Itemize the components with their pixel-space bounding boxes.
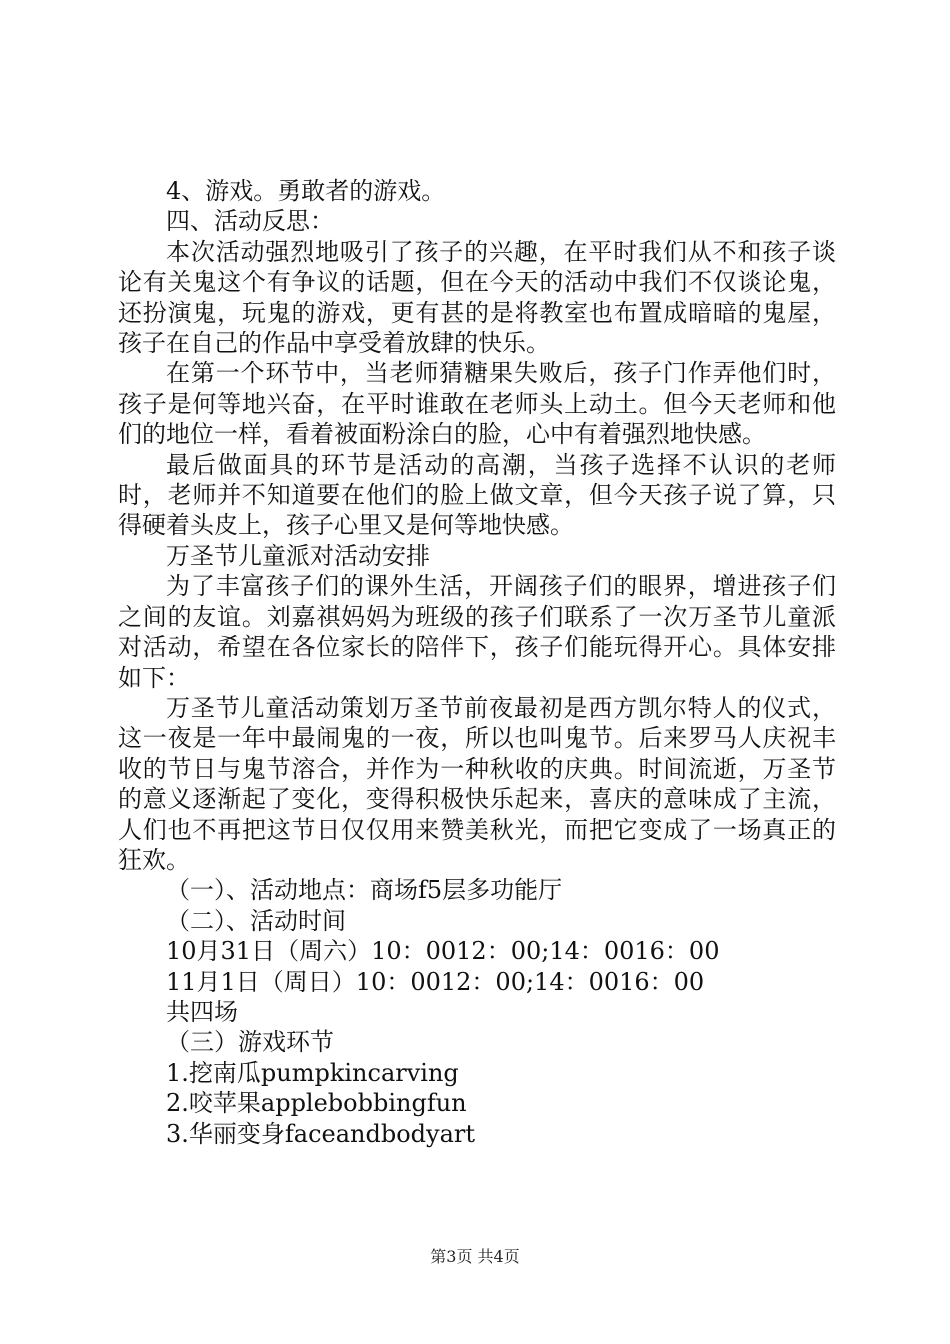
text-line: （一）、活动地点：商场f5层多功能厅 — [166, 876, 563, 905]
section-heading: 万圣节儿童派对活动安排 — [166, 541, 430, 570]
text-line: 共四场 — [166, 997, 238, 1026]
paragraph: 为了丰富孩子们的课外生活，开阔孩子们的眼界，增进孩子们之间的友谊。刘嘉祺妈妈为班级的孩子们联系了一次万圣节儿童派对活动，希望在各位家长的陪伴下，孩子们能玩得开心。具体安排如下： — [118, 572, 836, 692]
document-body — [118, 176, 836, 1149]
paragraph: 本次活动强烈地吸引了孩子的兴趣，在平时我们从不和孩子谈论有关鬼这个有争议的话题，但在今天的活动中我们不仅谈论鬼，还扮演鬼，玩鬼的游戏，更有甚的是将教室也布置成暗暗的鬼屋，孩子在自己的作品中享受着放肆的快乐。 — [118, 237, 836, 358]
schedule-line: 11月1日（周日）10：0012：00;14：0016：00 — [166, 967, 705, 996]
section-heading: 四、活动反思： — [166, 207, 334, 236]
paragraph: 在第一个环节中，当老师猜糖果失败后，孩子门作弄他们时，孩子是何等地兴奋，在平时谁敢在老师头上动土。但今天老师和他们的地位一样，看着被面粉涂白的脸，心中有着强烈地快感。 — [118, 359, 836, 449]
page-footer: 第3页 共4页 — [430, 1247, 520, 1266]
schedule-line: 10月31日（周六）10：0012：00;14：0016：00 — [166, 937, 720, 966]
game-item: 2.咬苹果applebobbingfun — [166, 1089, 467, 1118]
paragraph: 最后做面具的环节是活动的高潮，当孩子选择不认识的老师时，老师并不知道要在他们的脸上做文章，但今天孩子说了算，只得硬着头皮上，孩子心里又是何等地快感。 — [118, 450, 836, 540]
text-line: （二）、活动时间 — [166, 906, 346, 935]
text-line: （三）游戏环节 — [166, 1028, 334, 1057]
text-line: 4、游戏。勇敢者的游戏。 — [166, 177, 446, 205]
game-item: 3.华丽变身faceandbodyart — [166, 1119, 476, 1148]
game-item: 1.挖南瓜pumpkincarving — [166, 1058, 459, 1087]
paragraph: 万圣节儿童活动策划万圣节前夜最初是西方凯尔特人的仪式，这一夜是一年中最闹鬼的一夜，所以也叫鬼节。后来罗马人庆祝丰收的节日与鬼节溶合，并作为一种秋收的庆典。时间流逝，万圣节的意义逐渐起了变化，变得积极快乐起来，喜庆的意味成了主流，人们也不再把这节日仅仅用来赞美秋光，而把它变成了一场真正的狂欢。 — [118, 693, 836, 874]
